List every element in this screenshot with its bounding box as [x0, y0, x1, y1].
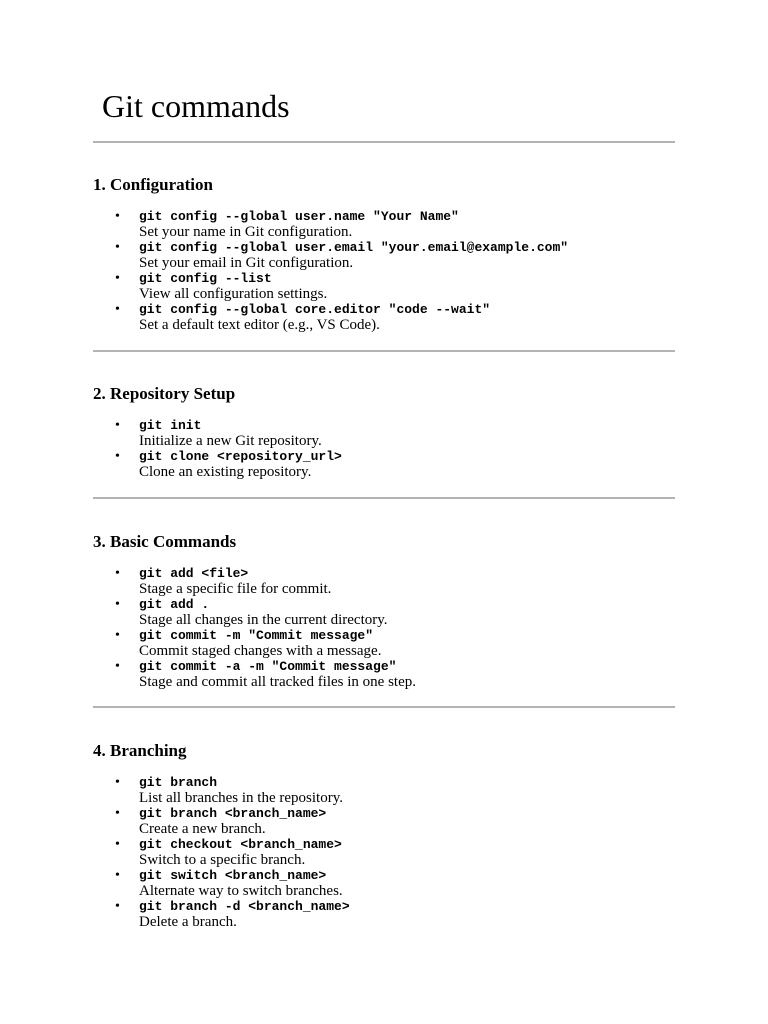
bullet-icon: • — [115, 659, 120, 674]
bullet-icon: • — [115, 597, 120, 612]
command-description: Stage a specific file for commit. — [139, 581, 332, 597]
command-text: git config --global user.email "your.email@example.com" — [139, 240, 569, 255]
bullet-icon: • — [115, 418, 120, 433]
section-heading: 2. Repository Setup — [93, 384, 236, 403]
command-text: git config --list — [139, 271, 272, 286]
section-divider — [93, 350, 675, 352]
bullet-icon: • — [115, 837, 120, 852]
command-description: Commit staged changes with a message. — [139, 643, 382, 659]
list-item — [93, 240, 693, 271]
bullet-icon: • — [115, 775, 120, 790]
section-divider — [93, 497, 675, 499]
bullet-icon: • — [115, 240, 120, 255]
section-basic-commands — [93, 531, 693, 690]
command-text: git add <file> — [139, 566, 249, 581]
list-item — [93, 806, 693, 837]
bullet-icon: • — [115, 449, 120, 464]
list-item — [93, 775, 693, 806]
section-heading: 1. Configuration — [93, 175, 213, 194]
command-list — [93, 566, 693, 690]
list-item — [93, 659, 693, 690]
command-text: git init — [139, 418, 202, 433]
section-repository-setup — [93, 383, 693, 480]
bullet-icon: • — [115, 806, 120, 821]
command-description: Switch to a specific branch. — [139, 852, 306, 868]
command-description: Create a new branch. — [139, 821, 266, 837]
command-text: git branch — [139, 775, 218, 790]
section-heading: 4. Branching — [93, 741, 187, 760]
command-description: Stage all changes in the current directory. — [139, 612, 388, 628]
bullet-icon: • — [115, 209, 120, 224]
list-item — [93, 868, 693, 899]
command-description: Initialize a new Git repository. — [139, 433, 322, 449]
list-item — [93, 899, 693, 930]
command-text: git config --global core.editor "code --wait" — [139, 302, 491, 317]
list-item — [93, 566, 693, 597]
command-text: git add . — [139, 597, 210, 612]
section-divider — [93, 706, 675, 708]
command-text: git config --global user.name "Your Name" — [139, 209, 459, 224]
command-list — [93, 418, 693, 480]
command-text: git switch <branch_name> — [139, 868, 327, 883]
command-text: git checkout <branch_name> — [139, 837, 342, 852]
command-text: git commit -m "Commit message" — [139, 628, 374, 643]
command-description: Alternate way to switch branches. — [139, 883, 343, 899]
list-item — [93, 597, 693, 628]
bullet-icon: • — [115, 868, 120, 883]
list-item — [93, 837, 693, 868]
bullet-icon: • — [115, 566, 120, 581]
list-item — [93, 302, 693, 333]
section-configuration — [93, 174, 693, 333]
command-description: Clone an existing repository. — [139, 464, 312, 480]
bullet-icon: • — [115, 899, 120, 914]
command-description: Set your email in Git configuration. — [139, 255, 354, 271]
list-item — [93, 628, 693, 659]
command-description: List all branches in the repository. — [139, 790, 343, 806]
command-description: Set a default text editor (e.g., VS Code). — [139, 317, 380, 333]
list-item — [93, 418, 693, 449]
command-text: git clone <repository_url> — [139, 449, 342, 464]
bullet-icon: • — [115, 271, 120, 286]
section-heading: 3. Basic Commands — [93, 532, 237, 551]
title-divider — [93, 141, 675, 143]
command-list — [93, 209, 693, 333]
list-item — [93, 209, 693, 240]
list-item — [93, 449, 693, 480]
bullet-icon: • — [115, 302, 120, 317]
command-description: Stage and commit all tracked files in one step. — [139, 674, 417, 690]
command-text: git branch -d <branch_name> — [139, 899, 350, 914]
command-description: Delete a branch. — [139, 914, 237, 930]
command-description: View all configuration settings. — [139, 286, 328, 302]
list-item — [93, 271, 693, 302]
command-description: Set your name in Git configuration. — [139, 224, 353, 240]
command-list — [93, 775, 693, 930]
section-branching — [93, 740, 693, 930]
command-text: git branch <branch_name> — [139, 806, 327, 821]
command-text: git commit -a -m "Commit message" — [139, 659, 397, 674]
page-title: Git commands — [102, 88, 290, 124]
bullet-icon: • — [115, 628, 120, 643]
